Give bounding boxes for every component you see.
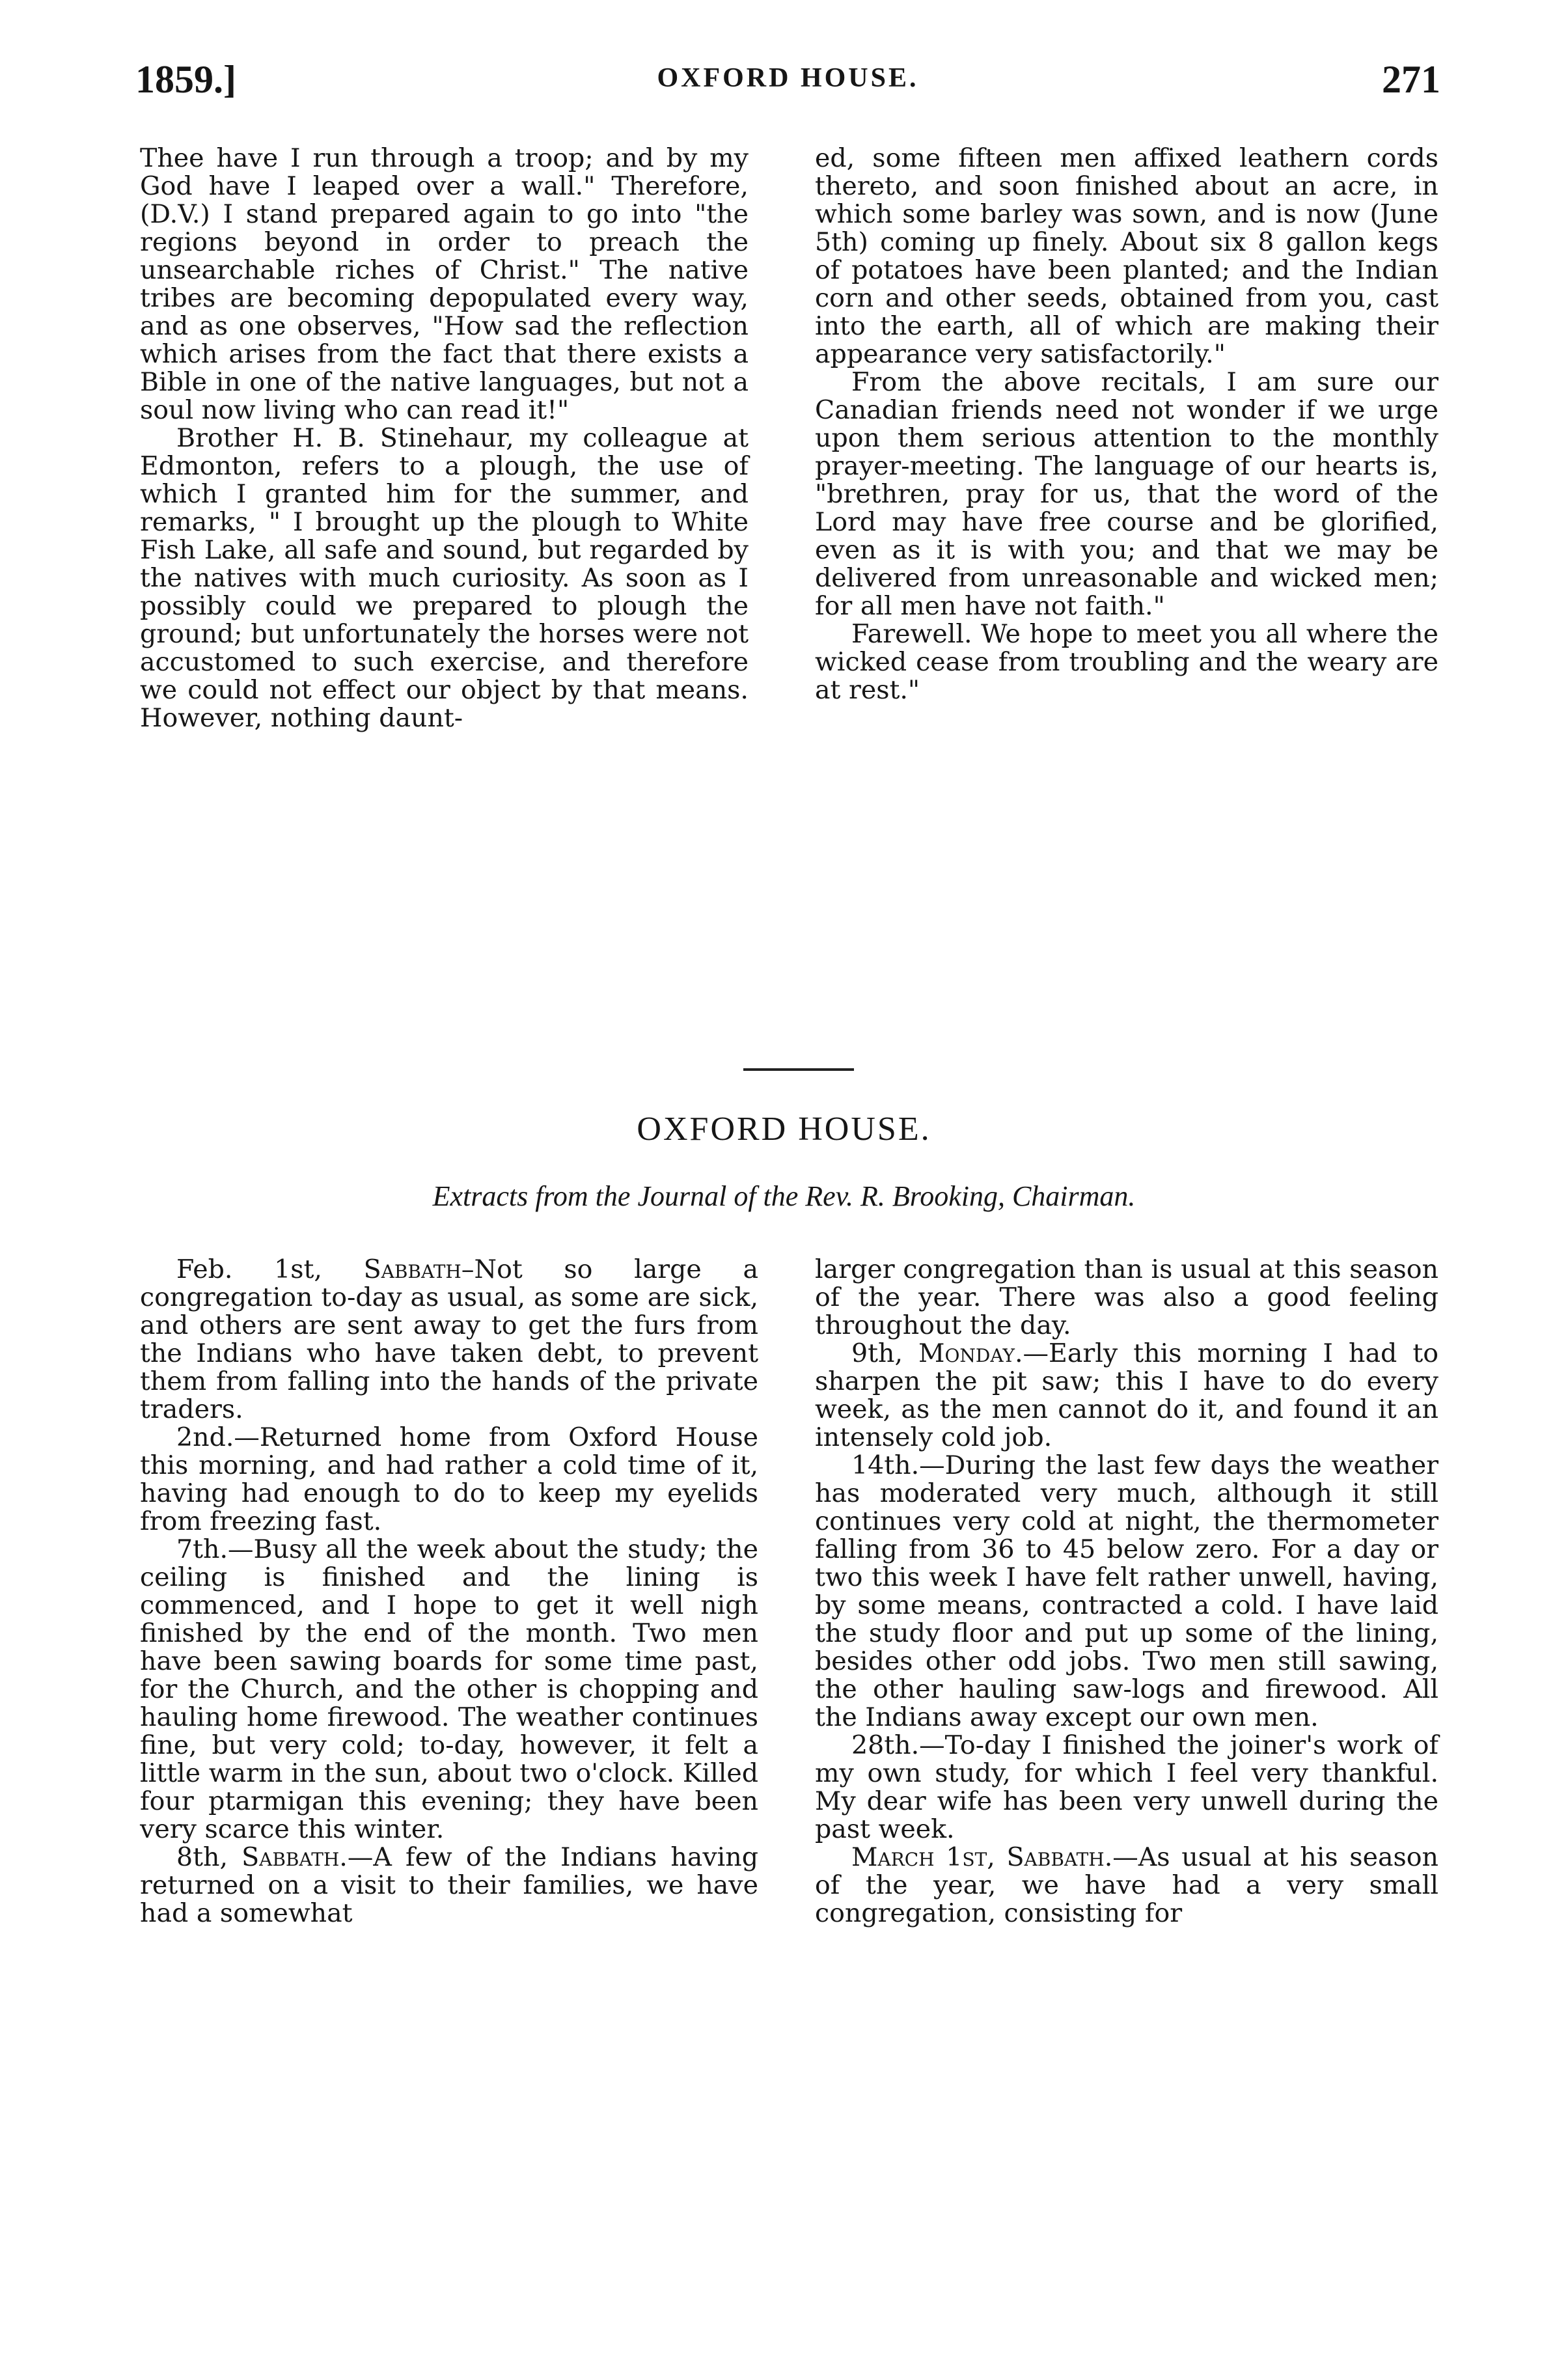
bottom-left-column: [140, 1256, 758, 1928]
top-left-column: [140, 145, 749, 732]
entry-day: Sabbath: [363, 1254, 461, 1284]
entry-date: Feb. 1st,: [176, 1254, 364, 1284]
journal-entry: larger congregation than is usual at this season of the year. There was also a good feeling throughout the day.: [815, 1254, 1438, 1340]
entry-day: Sabbath: [241, 1842, 340, 1872]
entry-day: Monday: [918, 1338, 1015, 1368]
entry-text: .—Early this morning I had to sharpen the pit saw; this I have to do every week, as the men cannot do it, and found it an intensely cold job.: [815, 1338, 1438, 1452]
journal-entry: 28th.—To-day I finished the joiner's work of my own study, for which I feel very thankful. My dear wife has been very unwell during the past week.: [815, 1730, 1438, 1844]
paragraph: Thee have I run through a troop; and by my God have I leaped over a wall." Therefore,(D.V.) I stand prepared again to go into "the regions beyond in order to preach the unsearchable riches of Christ." The native tribes are becoming depopulated every way, and as one observes, "How sad the reflection which arises from the fact that there exists a Bible in one of the native languages, but not a soul now living who can read it!": [140, 143, 749, 425]
entry-day: Sabbath: [1006, 1842, 1105, 1872]
paragraph: From the above recitals, I am sure our Canadian friends need not wonder if we urge upon them serious attention to the monthly prayer-meeting. The language of our hearts is, "brethren, pray for us, that the word of the Lord may have free course and be glorified, even as it is with you; and that we may be delivered from unreasonable and wicked men; for all men have not faith.": [815, 367, 1438, 621]
entry-text: .—As usual at his season of the year, we have had a very small congregation, consisting for: [815, 1842, 1438, 1928]
journal-entry: [140, 1256, 758, 1424]
journal-entry: [815, 1340, 1438, 1452]
running-head-title: OXFORD HOUSE.: [657, 63, 919, 93]
entry-text: –Not so large a congregation to-day as usual, as some are sick, and others are sent away to get the furs from the Indians who have taken debt, to prevent them from falling into the hands of the private traders.: [140, 1254, 758, 1424]
paragraph: Farewell. We hope to meet you all where the wicked cease from troubling and the weary are at rest.": [815, 619, 1438, 705]
section-divider: [743, 1068, 854, 1071]
entry-date: 8th,: [176, 1842, 242, 1872]
section-title: OXFORD HOUSE.: [637, 1111, 931, 1148]
entry-text: .—A few of the Indians having returned on a visit to their families, we have had a somewhat: [140, 1842, 759, 1928]
section-subtitle: Extracts from the Journal of the Rev. R. Brooking, Chairman.: [432, 1180, 1136, 1212]
journal-entry: [140, 1844, 758, 1928]
bottom-right-column: [815, 1256, 1438, 1928]
journal-entry: 14th.—During the last few days the weather has moderated very much, although it still continues very cold at night, the thermometer falling from 36 to 45 below zero. For a day or two this week I have felt rather unwell, having, by some means, contracted a cold. I have laid the study floor and put up some of the lining, besides other odd jobs. Two men still sawing, the other hauling saw-logs and firewood. All the Indians away except our own men.: [815, 1450, 1438, 1732]
paragraph: Brother H. B. Stinehaur, my colleague at Edmonton, refers to a plough, the use of which I granted him for the summer, and remarks, " I brought up the plough to White Fish Lake, all safe and sound, but regarded by the natives with much curiosity. As soon as I possibly could we prepared to plough the ground; but unfortunately the horses were not accustomed to such exercise, and therefore we could not effect our object by that means. However, nothing daunt-: [140, 423, 749, 733]
entry-date: 9th,: [851, 1338, 919, 1368]
paragraph: ed, some fifteen men affixed leathern cords thereto, and soon finished about an acre, in which some barley was sown, and is now (June 5th) coming up finely. About six 8 gallon kegs of potatoes have been planted; and the Indian corn and other seeds, obtained from you, cast into the earth, all of which are making their appearance very satisfactorily.": [815, 143, 1438, 369]
page-number: 271: [1382, 58, 1440, 101]
journal-entry: 7th.—Busy all the week about the study; the ceiling is finished and the lining is commenced, and I hope to get it well nigh finished by the end of the month. Two men have been sawing boards for some time past, for the Church, and the other is chopping and hauling home firewood. The weather continues fine, but very cold; to-day, however, it felt a little warm in the sun, about two o'clock. Killed four ptarmigan this evening; they have been very scarce this winter.: [140, 1534, 758, 1844]
top-right-column: [815, 145, 1438, 704]
journal-entry: [815, 1844, 1438, 1928]
entry-date: March 1st,: [851, 1842, 1007, 1872]
running-head-year: 1859.]: [135, 58, 236, 101]
running-head: [135, 57, 1440, 109]
journal-entry: 2nd.—Returned home from Oxford House this morning, and had rather a cold time of it, having had enough to do to keep my eyelids from freezing fast.: [140, 1422, 758, 1536]
